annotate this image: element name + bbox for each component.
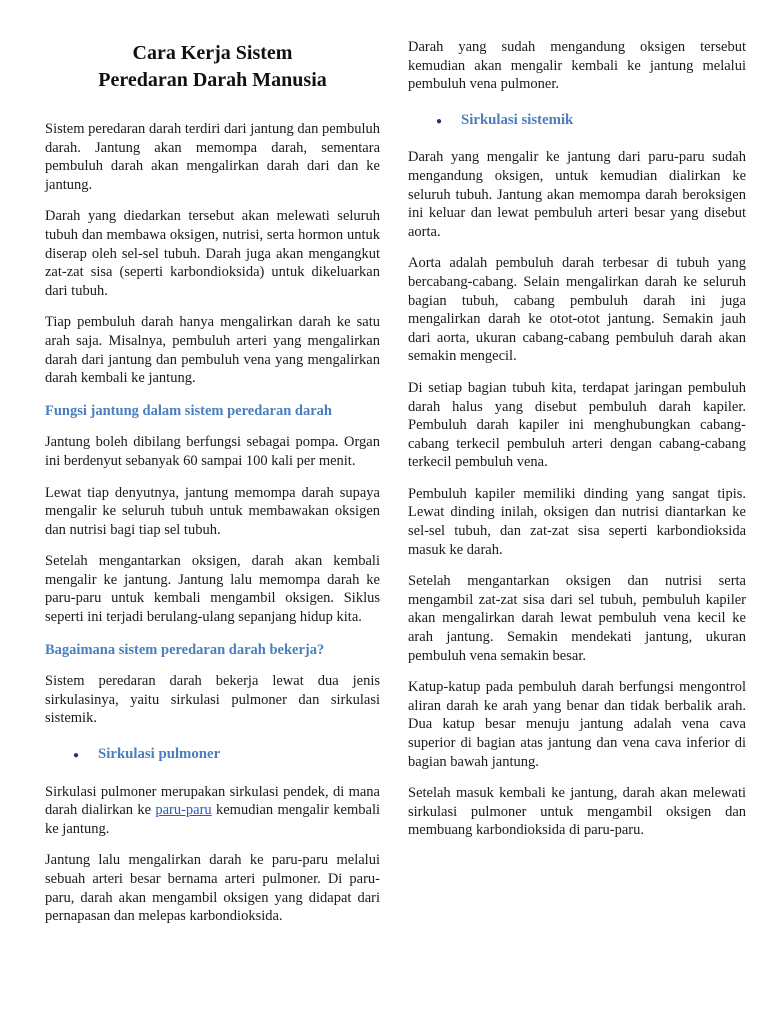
paragraph-arteri-pulmoner: Jantung lalu mengalirkan darah ke paru-paru melalui sebuah arteri besar bernama arteri pulmoner. Di paru-paru, darah akan mengambil oksigen yang didapat dari pernapasan dan melepas karbondioksida. — [45, 852, 380, 925]
left-column — [45, 38, 380, 1004]
bullet-label-sirkulasi-pulmoner: Sirkulasi pulmoner — [98, 746, 221, 763]
paragraph-pulmoner-definition — [45, 783, 380, 839]
paragraph-kapiler-network: Di setiap bagian tubuh kita, terdapat jaringan pembuluh darah halus yang disebut pembuluh darah kapiler. Pembuluh darah kapiler ini menghubungkan cabang-cabang terkecil pembuluh arteri dengan cabang-cabang terkecil pembuluh vena. — [408, 379, 746, 471]
paragraph-kapiler-walls: Pembuluh kapiler memiliki dinding yang sangat tipis. Lewat dinding inilah, oksigen dan nutrisi diantarkan ke sel-sel tubuh, dan zat-zat sisa seperti karbondioksida masuk ke darah. — [408, 485, 746, 558]
document-title-line1: Cara Kerja Sistem — [132, 42, 293, 64]
section-heading-how-it-works: Bagaimana sistem peredaran darah bekerja? — [45, 641, 325, 658]
paragraph-blood-transport: Darah yang diedarkan tersebut akan melewati seluruh tubuh dan membawa oksigen, nutrisi, serta hormon untuk diserap oleh sel-sel tubuh. Darah juga akan mengangkut zat-zat sisa (seperti karbondioksida) untuk dikeluarkan dari tubuh. — [45, 208, 380, 299]
paru-paru-link[interactable]: paru-paru — [155, 802, 212, 819]
paragraph-oxygen-cycle: Setelah mengantarkan oksigen, darah akan kembali mengalir ke jantung. Jantung lalu memompa darah ke paru-paru untuk kembali mengambil oksigen. Siklus seperti ini terjadi berulang-ulang sepanjang hidup kita. — [45, 553, 380, 626]
right-column — [408, 38, 746, 1004]
paragraph-pulmoner-before-link: Sirkulasi pulmoner merupakan sirkulasi pendek, di mana darah dialirkan ke — [45, 783, 380, 819]
paragraph-aorta: Aorta adalah pembuluh darah terbesar di tubuh yang bercabang-cabang. Selain mengalirkan darah ke seluruh bagian tubuh, cabang pembuluh darah ini juga mengalirkan darah ke otot-otot jantung. Semakin jauh dari aorta, ukuran cabang-cabang pembuluh darah akan semakin mengecil. — [408, 255, 746, 365]
paragraph-pulmoner-after-link: kemudian mengalir kembali ke jantung. — [45, 802, 381, 837]
bullet-item-sirkulasi-pulmoner — [45, 745, 380, 766]
bullet-item-sirkulasi-sistemik — [408, 111, 746, 132]
paragraph-two-circulations: Sistem peredaran darah bekerja lewat dua jenis sirkulasinya, yaitu sirkulasi pulmoner dan sirkulasi sistemik. — [45, 673, 380, 727]
paragraph-vena-pulmoner: Darah yang sudah mengandung oksigen tersebut kemudian akan mengalir kembali ke jantung melalui pembuluh vena pulmoner. — [408, 39, 746, 93]
paragraph-closing-cycle: Setelah masuk kembali ke jantung, darah akan melewati sirkulasi pulmoner untuk mengambil oksigen dan membuang karbondioksida di paru-paru. — [408, 785, 746, 839]
paragraph-sistemik-definition: Darah yang mengalir ke jantung dari paru-paru sudah mengandung oksigen, untuk kemudian dialirkan ke seluruh tubuh. Jantung akan memompa darah beroksigen ini keluar dan lewat pembuluh arteri besar yang disebut aorta. — [408, 149, 746, 240]
paragraph-katup: Katup-katup pada pembuluh darah berfungsi mengontrol aliran darah ke arah yang benar dan tidak berbalik arah. Dua katup besar menuju jantung adalah vena cava superior di bagian atas jantung dan vena cava inferior di bagian bawah jantung. — [408, 679, 746, 770]
section-heading-heart-function: Fungsi jantung dalam sistem peredaran darah — [45, 402, 332, 419]
paragraph-vena-return: Setelah mengantarkan oksigen dan nutrisi serta mengambil zat-zat sisa dari sel tubuh, pembuluh kapiler akan mengalirkan darah lewat pembuluh vena kecil ke arah jantung. Semakin mendekati jantung, ukuran pembuluh vena semakin besar. — [408, 573, 746, 664]
paragraph-one-direction: Tiap pembuluh darah hanya mengalirkan darah ke satu arah saja. Misalnya, pembuluh arteri yang mengalirkan darah dari jantung dan pembuluh vena yang mengalirkan darah kembali ke jantung. — [45, 314, 380, 387]
document-title-line2: Peredaran Darah Manusia — [98, 69, 327, 91]
bullet-icon: ● — [73, 750, 80, 762]
bullet-label-sirkulasi-sistemik: Sirkulasi sistemik — [461, 111, 574, 128]
paragraph-intro-system: Sistem peredaran darah terdiri dari jantung dan pembuluh darah. Jantung akan memompa darah, sementara pembuluh darah akan mengalirkan darah dari dan ke jantung. — [45, 121, 380, 193]
paragraph-heartbeat: Lewat tiap denyutnya, jantung memompa darah supaya mengalir ke seluruh tubuh untuk membawakan oksigen dan nutrisi bagi tiap sel tubuh. — [45, 484, 380, 538]
bullet-icon: ● — [436, 115, 443, 127]
document-title — [45, 40, 380, 94]
paragraph-heart-pump: Jantung boleh dibilang berfungsi sebagai pompa. Organ ini berdenyut sebanyak 60 sampai 100 kali per menit. — [45, 434, 380, 469]
